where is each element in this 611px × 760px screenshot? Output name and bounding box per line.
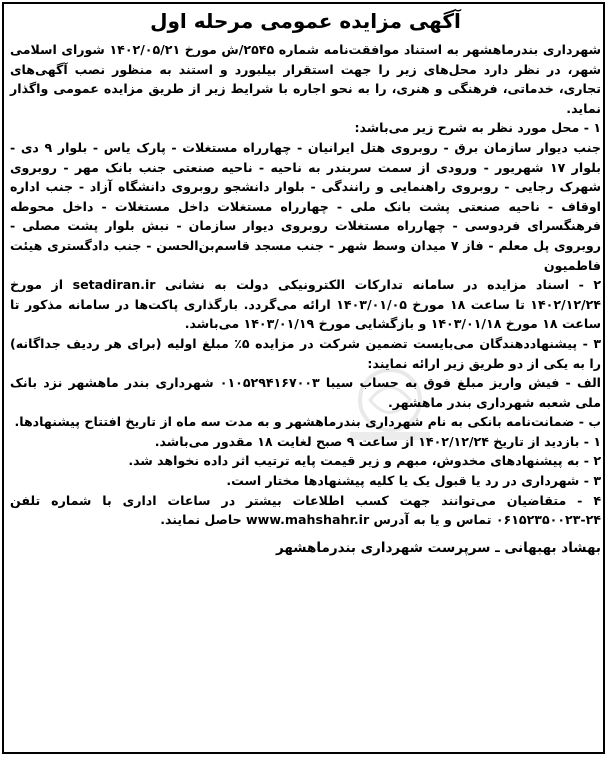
note-2-bids: ۲ - به پیشنهادهای مخدوش، مبهم و زیر قیمت پایه ترتیب اثر داده نخواهد شد.	[128, 453, 601, 469]
note-1-visit: ۱ - بازدید از تاریخ ۱۴۰۲/۱۲/۲۴ از ساعت ۹ صبح لغایت ۱۸ مقدور می‌باشد.	[154, 433, 601, 449]
note-3-municipality: ۳ - شهرداری در رد یا قبول یک یا کلیه پیشنهادها مختار است.	[226, 473, 601, 489]
notice-title: آگهی مزایده عمومی مرحله اول	[150, 9, 461, 33]
note-4-contact: ۴ - متقاضیان می‌توانند جهت کسب اطلاعات بیشتر در ساعات اداری با شماره تلفن ۲۴-۰۶۱۵۲۳۵۰۰۲۳ تماس و یا به آدرس www.mahshahr.ir حاصل نمایند.	[10, 492, 601, 528]
notice-content	[10, 4, 601, 560]
item-1-locations: جنب دیوار سازمان برق - روبروی هتل ایرانیان - چهارراه مستغلات - پارک یاس - بلوار ۹ دی - بلوار ۱۷ شهریور - ورودی از سمت سربندر به ناحیه - ناحیه صنعتی جنب بانک مهر - روبروی شهرک رجایی - روبروی راهنمایی و رانندگی - بلوار دانشجو روبروی دانشگاه آزاد - جنب اداره اوقاف - ناحیه صنعتی پشت بانک ملی - چهارراه مستغلات داخل مستغلات - داخل محوطه فرهنگسرای فردوسی - چهارراه مستغلات روبروی دیوار سازمان - نبش بلوار پشت مصلی - روبروی پل معلم - فاز ۷ میدان وسط شهر - جنب مسجد قاسم‌بن‌الحسن - جنب دادگستری هیئت فاطمیون	[10, 139, 602, 273]
item-1-heading: ۱ - محل مورد نظر به شرح زیر می‌باشد:	[354, 120, 601, 136]
item-3-guarantee: ۳ - پیشنهاددهندگان می‌بایست تضمین شرکت در مزایده ۵٪ مبلغ اولیه (برای هر ردیف جداگانه) را به یکی از دو طریق زیر ارائه نمایند:	[10, 335, 601, 371]
item-3-option-b: ب - ضمانت‌نامه بانکی به نام شهرداری بندرماهشهر و به مدت سه ماه از تاریخ افتتاح پیشنهادها.	[14, 414, 601, 430]
item-2-documents: ۲ - اسناد مزایده در سامانه تدارکات الکترونیکی دولت به نشانی setadiran.ir از مورخ ۱۴۰۲/۱۲/۲۴ تا ساعت ۱۸ مورخ ۱۴۰۳/۰۱/۰۵ ارائه می‌گردد. بارگذاری پاکت‌ها در سامانه مذکور تا ساعت ۱۸ مورخ ۱۴۰۳/۰۱/۱۸ و بازگشایی مورخ ۱۴۰۳/۰۱/۱۹ می‌باشد.	[10, 277, 601, 332]
signature: بهشاد بهبهانی ـ سرپرست شهرداری بندرماهشهر	[275, 539, 601, 556]
intro-paragraph: شهرداری بندرماهشهر به استناد موافقت‌نامه شماره ۲۵۴۵/ش مورخ ۱۴۰۲/۰۵/۲۱ شورای اسلامی شهر، در نظر دارد محل‌های زیر را جهت استقرار بیلبورد و استند به منظور نصب آگهی‌های تجاری، خدماتی، فرهنگی و هنری، را به نحو اجاره با شرایط زیر از طریق مزایده عمومی واگذار نماید.	[10, 42, 601, 116]
item-3-option-a: الف - فیش واریز مبلغ فوق به حساب سیبا ۰۱۰۵۲۹۴۱۶۷۰۰۳ شهرداری بندر ماهشهر نزد بانک ملی شعبه شهرداری بندر ماهشهر.	[10, 375, 602, 410]
